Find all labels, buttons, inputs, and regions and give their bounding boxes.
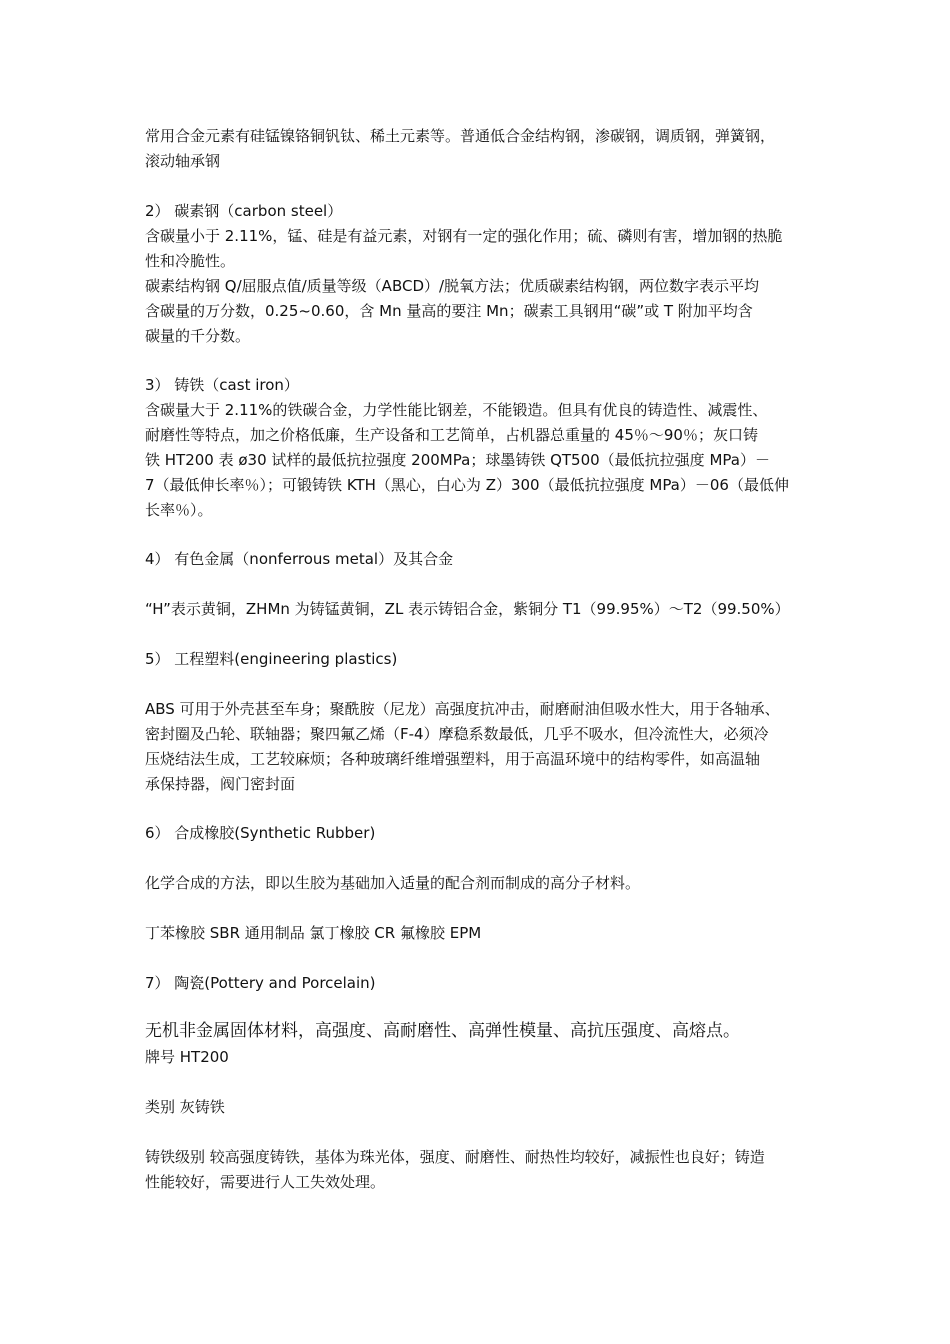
heading-cast-iron: 3） 铸铁（cast iron） <box>145 376 299 394</box>
heading-carbon-steel: 2） 碳素钢（carbon steel） <box>145 202 343 220</box>
cast-iron-line-4: 7（最低伸长率％）；可锻铸铁 KTH（黑心，白心为 Z）300（最低抗拉强度 MPa）－06（最低伸 <box>145 476 789 494</box>
carbon-steel-line-5: 碳量的千分数。 <box>145 327 251 345</box>
heading-synthetic-rubber: 6） 合成橡胶(Synthetic Rubber) <box>145 824 376 842</box>
grade-line: 牌号 HT200 <box>145 1048 229 1066</box>
category-line: 类别 灰铸铁 <box>145 1098 225 1116</box>
heading-pottery-porcelain: 7） 陶瓷(Pottery and Porcelain) <box>145 974 376 992</box>
carbon-steel-line-1: 含碳量小于 2.11%，锰、硅是有益元素，对钢有一定的强化作用；硫、磷则有害，增加钢的热脆 <box>145 227 783 245</box>
heading-engineering-plastics: 5） 工程塑料(engineering plastics) <box>145 650 398 668</box>
carbon-steel-line-3: 碳素结构钢 Q/屈服点值/质量等级（ABCD）/脱氧方法；优质碳素结构钢，两位数字表示平均 <box>145 277 760 295</box>
cast-iron-line-2: 耐磨性等特点，加之价格低廉，生产设备和工艺简单，占机器总重量的 45％～90％；灰口铸 <box>145 426 758 444</box>
rubber-line-1: 化学合成的方法，即以生胶为基础加入适量的配合剂而制成的高分子材料。 <box>145 874 641 892</box>
cast-iron-grade-line-1: 铸铁级别 较高强度铸铁，基体为珠光体，强度、耐磨性、耐热性均较好，减振性也良好；铸造 <box>145 1148 765 1166</box>
carbon-steel-line-4: 含碳量的万分数，0.25~0.60，含 Mn 量高的要注 Mn；碳素工具钢用“碳”或 T 附加平均含 <box>145 302 753 320</box>
plastics-line-4: 承保持器，阀门密封面 <box>145 775 296 793</box>
intro-line-1: 常用合金元素有硅锰镍铬铜钒钛、稀土元素等。普通低合金结构钢，渗碳钢，调质钢，弹簧钢， <box>145 127 776 145</box>
cast-iron-line-5: 长率％）。 <box>145 501 213 519</box>
nonferrous-metal-line: “H”表示黄铜，ZHMn 为铸锰黄铜，ZL 表示铸铝合金，紫铜分 T1（99.95%）～T2（99.50%） <box>145 600 790 618</box>
carbon-steel-line-2: 性和冷脆性。 <box>145 252 236 270</box>
heading-nonferrous-metal: 4） 有色金属（nonferrous metal）及其合金 <box>145 550 454 568</box>
intro-line-2: 滚动轴承钢 <box>145 152 221 170</box>
cast-iron-line-3: 铁 HT200 表 ø30 试样的最低抗拉强度 200MPa；球墨铸铁 QT500（最低抗拉强度 MPa）－ <box>145 451 770 469</box>
rubber-line-2: 丁苯橡胶 SBR 通用制品 氯丁橡胶 CR 氟橡胶 EPM <box>145 924 482 942</box>
cast-iron-grade-line-2: 性能较好，需要进行人工失效处理。 <box>145 1173 386 1191</box>
plastics-line-1: ABS 可用于外壳甚至车身；聚酰胺（尼龙）高强度抗冲击，耐磨耐油但吸水性大，用于各轴承、 <box>145 700 780 718</box>
plastics-line-2: 密封圈及凸轮、联轴器；聚四氟乙烯（F-4）摩稳系数最低，几乎不吸水，但冷流性大，必须冷 <box>145 725 769 743</box>
plastics-line-3: 压烧结法生成，工艺较麻烦；各种玻璃纤维增强塑料，用于高温环境中的结构零件，如高温轴 <box>145 750 761 768</box>
ceramics-line: 无机非金属固体材料，高强度、高耐磨性、高弹性模量、高抗压强度、高熔点。 <box>145 1021 740 1041</box>
cast-iron-line-1: 含碳量大于 2.11%的铁碳合金，力学性能比钢差，不能锻造。但具有优良的铸造性、减震性、 <box>145 401 768 419</box>
